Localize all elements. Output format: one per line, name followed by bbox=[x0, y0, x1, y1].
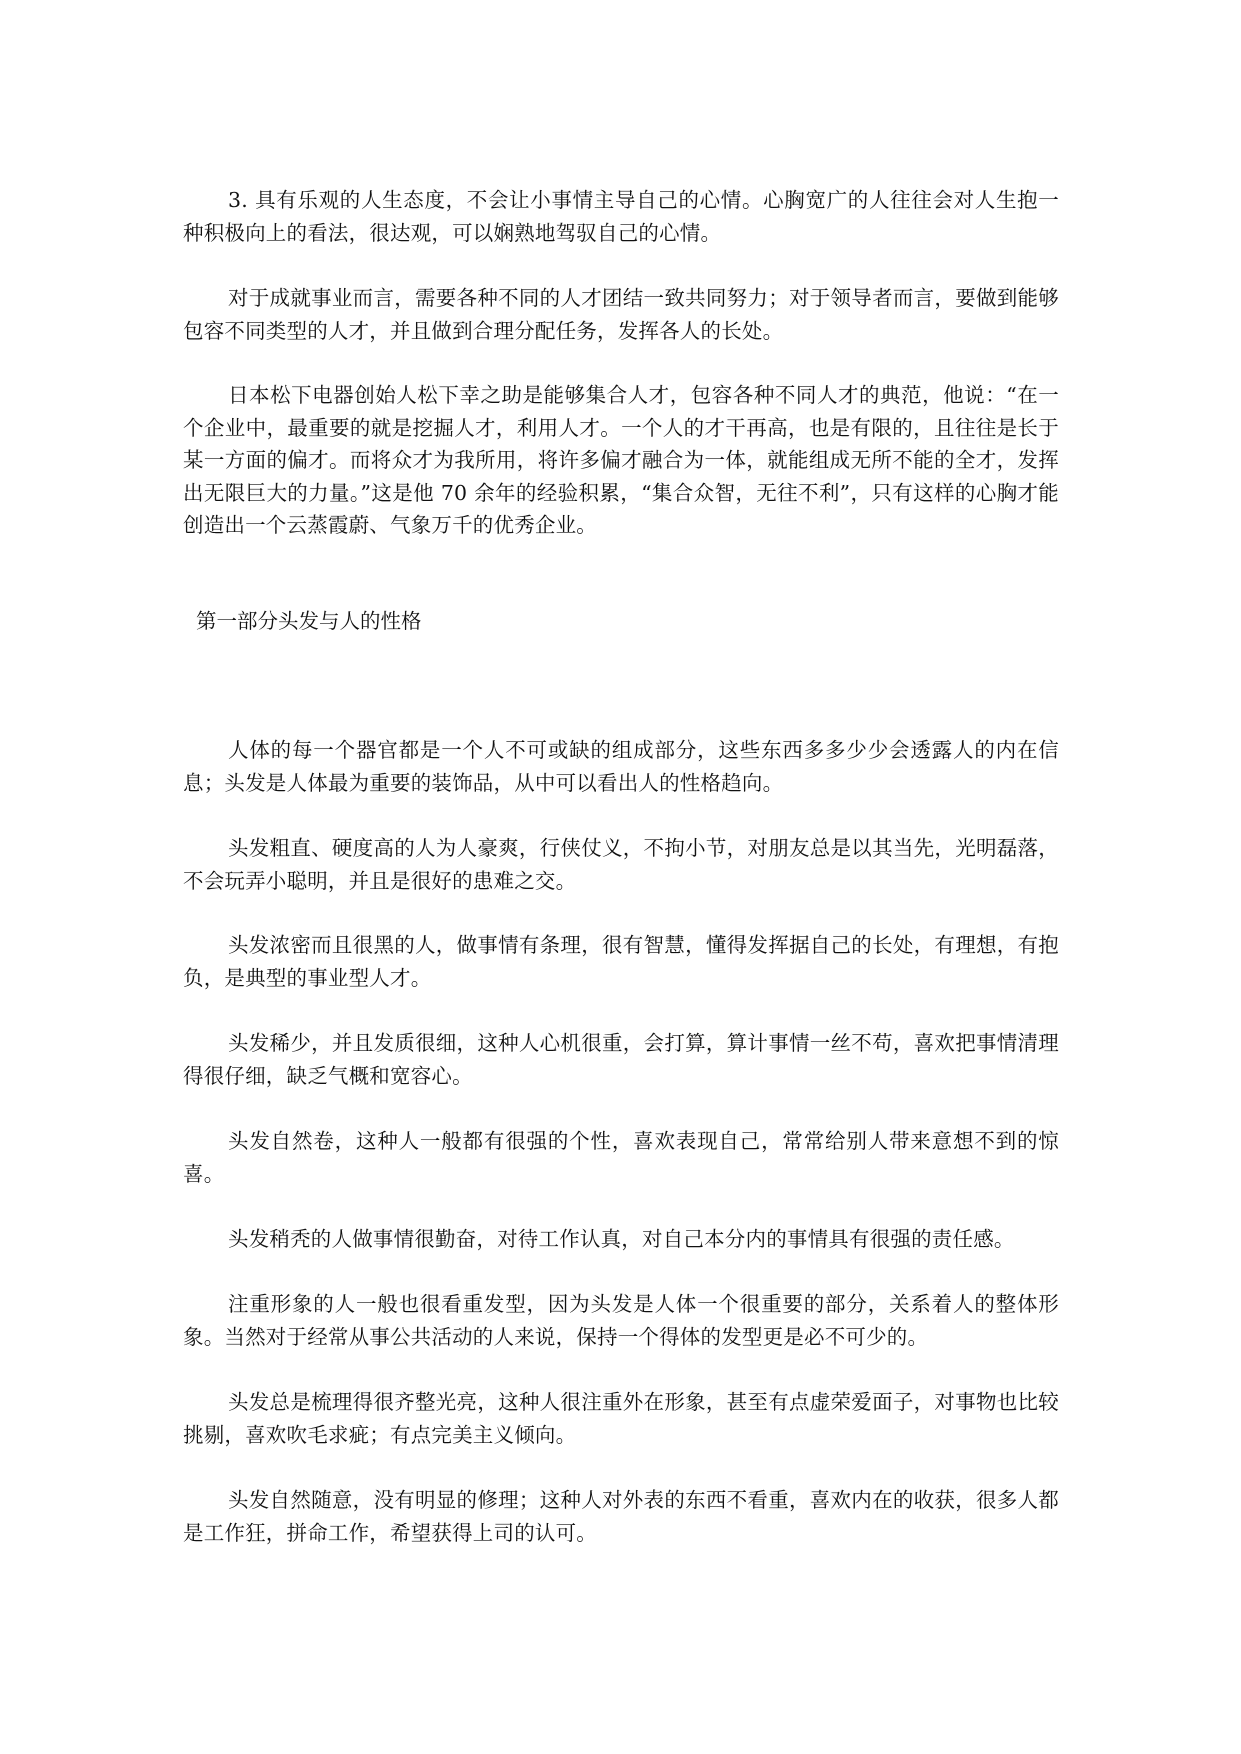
paragraph-coarse-hair: 头发粗直、硬度高的人为人豪爽，行侠仗义，不拘小节，对朋友总是以其当先，光明磊落，不会玩弄小聪明，并且是很好的患难之交。 bbox=[183, 836, 1059, 893]
paragraph-matsushita-quote: 日本松下电器创始人松下幸之助是能够集合人才，包容各种不同人才的典范，他说：“在一个企业中，最重要的就是挖掘人才，利用人才。一个人的才干再高，也是有限的，且往往是长于某一方面的偏才。而将众才为我所用，将许多偏才融合为一体，就能组成无所不能的全才，发挥出无限巨大的力量。”这是他 70 余年的经验积累，“集合众智，无往不利”，只有这样的心胸才能创造出一个云蒸霞蔚、气象万千的优秀企业。 bbox=[183, 383, 1059, 537]
paragraph-casual-hair: 头发自然随意，没有明显的修理；这种人对外表的东西不看重，喜欢内在的收获，很多人都是工作狂，拼命工作，希望获得上司的认可。 bbox=[183, 1488, 1059, 1545]
paragraph-image-conscious: 注重形象的人一般也很看重发型，因为头发是人体一个很重要的部分，关系着人的整体形象。当然对于经常从事公共活动的人来说，保持一个得体的发型更是必不可少的。 bbox=[183, 1292, 1059, 1349]
section-heading: 第一部分头发与人的性格 bbox=[196, 609, 422, 633]
paragraph-thick-black-hair: 头发浓密而且很黑的人，做事情有条理，很有智慧，懂得发挥据自己的长处，有理想，有抱负，是典型的事业型人才。 bbox=[183, 933, 1059, 990]
paragraph-neat-hair: 头发总是梳理得很齐整光亮，这种人很注重外在形象，甚至有点虚荣爱面子，对事物也比较挑剔，喜欢吹毛求疵；有点完美主义倾向。 bbox=[183, 1390, 1059, 1447]
paragraph-thin-hair: 头发稀少，并且发质很细，这种人心机很重，会打算，算计事情一丝不苟，喜欢把事情清理得很仔细，缺乏气概和宽容心。 bbox=[183, 1031, 1059, 1088]
paragraph-curly-hair: 头发自然卷，这种人一般都有很强的个性，喜欢表现自己，常常给别人带来意想不到的惊喜。 bbox=[183, 1129, 1059, 1186]
paragraph-optimism: 3. 具有乐观的人生态度，不会让小事情主导自己的心情。心胸宽广的人往往会对人生抱一种积极向上的看法，很达观，可以娴熟地驾驭自己的心情。 bbox=[183, 188, 1059, 245]
paragraph-talent-unity: 对于成就事业而言，需要各种不同的人才团结一致共同努力；对于领导者而言，要做到能够包容不同类型的人才，并且做到合理分配任务，发挥各人的长处。 bbox=[183, 286, 1059, 343]
paragraph-hair-intro: 人体的每一个器官都是一个人不可或缺的组成部分，这些东西多多少少会透露人的内在信息；头发是人体最为重要的装饰品，从中可以看出人的性格趋向。 bbox=[183, 738, 1059, 795]
paragraph-balding: 头发稍秃的人做事情很勤奋，对待工作认真，对自己本分内的事情具有很强的责任感。 bbox=[228, 1227, 1015, 1251]
